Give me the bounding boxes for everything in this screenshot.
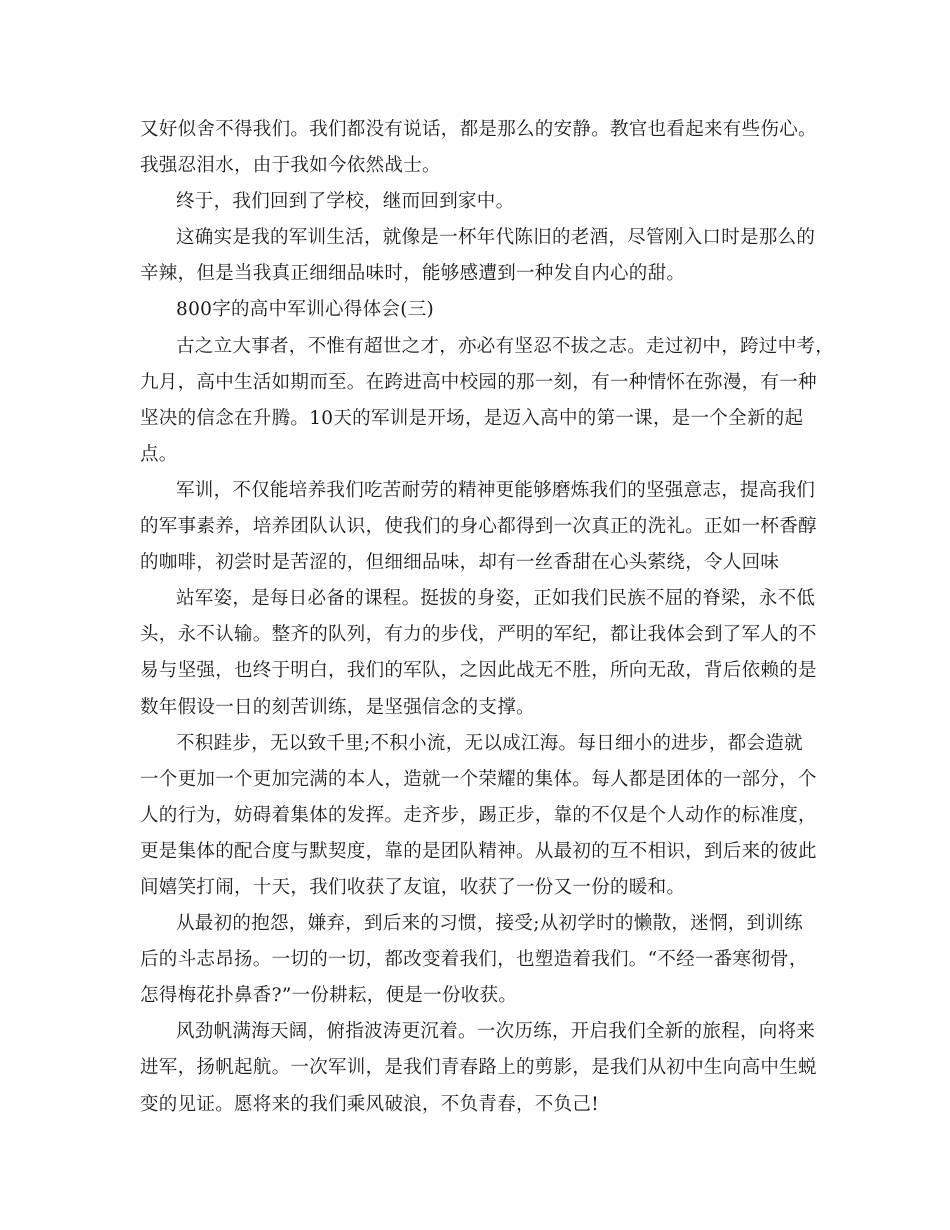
text-line: 头，永不认输。整齐的队列，有力的步伐，严明的军纪，都让我体会到了军人的不 — [140, 624, 817, 646]
document-body — [140, 112, 835, 1123]
text-line: 800字的高中军训心得体会(三) — [176, 299, 435, 321]
text-line: 坚决的信念在升腾。10天的军训是开场，是迈入高中的第一课，是一个全新的起 — [140, 407, 804, 429]
text-line: 点。 — [140, 443, 178, 465]
text-line: 的咖啡，初尝时是苦涩的，但细细品味，却有一丝香甜在心头萦绕，令人回味 — [140, 552, 780, 574]
text-line: 的军事素养，培养团队认识，使我们的身心都得到一次真正的洗礼。正如一杯香醇 — [140, 516, 817, 538]
text-line: 站军姿，是每日必备的课程。挺拔的身姿，正如我们民族不屈的脊梁，永不低 — [176, 588, 816, 610]
text-line: 间嬉笑打闹，十天，我们收获了友谊，收获了一份又一份的暖和。 — [140, 876, 686, 898]
text-line: 这确实是我的军训生活，就像是一杯年代陈旧的老酒，尽管刚入口时是那么的 — [176, 227, 816, 249]
text-line: 风劲帆满海天阔，俯指波涛更沉着。一次历练，开启我们全新的旅程，向将来 — [176, 1021, 816, 1043]
text-line: 终于，我们回到了学校，继而回到家中。 — [176, 191, 515, 213]
text-line: 后的斗志昂扬。一切的一切，都改变着我们，也塑造着我们。“不经一番寒彻骨， — [140, 949, 808, 971]
text-line: 数年假设一日的刻苦训练，是坚强信念的支撑。 — [140, 696, 535, 718]
text-line: 进军，扬帆起航。一次军训，是我们青春路上的剪影，是我们从初中生向高中生蜕 — [140, 1057, 817, 1079]
text-line: 一个更加一个更加完满的本人，造就一个荣耀的集体。每人都是团体的一部分，个 — [140, 768, 817, 790]
text-line: 从最初的抱怨，嫌弃，到后来的习惯，接受;从初学时的懒散，迷惘，到训练 — [176, 913, 803, 935]
text-line: 易与坚强，也终于明白，我们的军队，之因此战无不胜，所向无敌，背后依赖的是 — [140, 660, 817, 682]
text-line: 更是集体的配合度与默契度，靠的是团队精神。从最初的互不相识，到后来的彼此 — [140, 840, 817, 862]
text-line: 不积跬步，无以致千里;不积小流，无以成江海。每日细小的进步，都会造就 — [176, 732, 803, 754]
text-line: 变的见证。愿将来的我们乘风破浪，不负青春，不负己! — [140, 1093, 599, 1115]
text-line: 九月，高中生活如期而至。在跨进高中校园的那一刻，有一种情怀在弥漫，有一种 — [140, 371, 817, 393]
text-line: 人的行为，妨碍着集体的发挥。走齐步，踢正步，靠的不仅是个人动作的标准度， — [140, 804, 817, 826]
text-line: 辛辣，但是当我真正细细品味时，能够感遭到一种发自内心的甜。 — [140, 263, 686, 285]
text-line: 我强忍泪水，由于我如今依然战士。 — [140, 155, 441, 177]
text-line: 又好似舍不得我们。我们都没有说话，都是那么的安静。教官也看起来有些伤心。 — [140, 119, 817, 140]
text-line: 古之立大事者，不惟有超世之才，亦必有坚忍不拔之志。走过初中，跨过中考， — [176, 335, 835, 357]
text-line: 军训，不仅能培养我们吃苦耐劳的精神更能够磨炼我们的坚强意志，提高我们 — [176, 479, 816, 501]
text-line: 怎得梅花扑鼻香?”一份耕耘，便是一份收获。 — [140, 985, 518, 1007]
